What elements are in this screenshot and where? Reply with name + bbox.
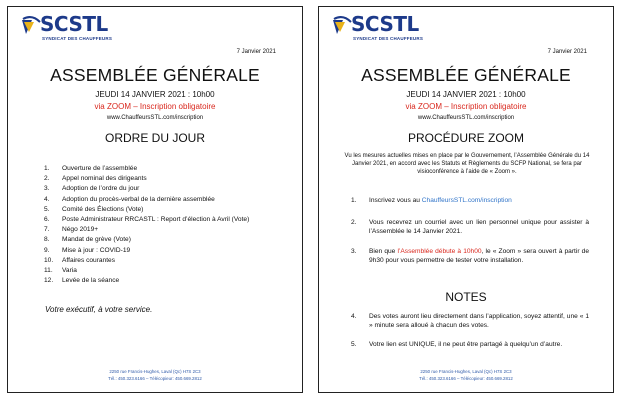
zoom-procedure-heading: PROCÉDURE ZOOM — [407, 131, 524, 145]
step-text — [369, 196, 589, 205]
agenda-item — [44, 266, 294, 276]
page-title: ASSEMBLÉE GÉNÉRALE — [50, 65, 260, 85]
footer-address: 2250 rue Francis-Hughes, Laval (Qc) H7S 2C3 — [420, 369, 512, 374]
agenda-item-number: 2. — [44, 175, 50, 183]
procedure-steps — [351, 218, 589, 236]
agenda-item-number: 12. — [44, 277, 54, 285]
agenda-item-number: 6. — [44, 216, 50, 224]
logo-swoosh-icon — [20, 16, 42, 38]
agenda-item — [44, 195, 294, 205]
notes-list — [351, 340, 589, 349]
intro-paragraph: Vu les mesures actuelles mises en place par le Gouvernement, l’Assemblée Générale du 14 Janvier 2021, en accord avec les Statuts et Règlements du SCFP National, se fera par visioconférence à l’aide de « Zoom ». — [344, 153, 590, 175]
agenda-item-number: 7. — [44, 226, 50, 234]
agenda-item-text: Appel nominal des dirigeants — [62, 175, 147, 183]
agenda-item-text: Varia — [62, 267, 77, 275]
agenda-item-text: Adoption du procès-verbal de la dernière assemblée — [62, 195, 215, 203]
step-number: 1. — [351, 197, 357, 204]
agenda-item-text: Poste Administrateur RRCASTL : Report d’élection à Avril (Vote) — [62, 216, 250, 224]
agenda-item-text: Affaires courantes — [62, 256, 116, 264]
footer-address: 2250 rue Francis-Hughes, Laval (Qc) H7S 2C3 — [109, 369, 201, 374]
agenda-item — [44, 184, 294, 194]
agenda-item-number: 10. — [44, 256, 54, 264]
agenda-item-number: 1. — [44, 165, 50, 172]
agenda-item-text: Comité des Élections (Vote) — [62, 205, 144, 213]
logo-swoosh-icon — [331, 16, 353, 38]
notes-heading: NOTES — [445, 290, 487, 304]
registration-link[interactable]: ChauffeursSTL.com/inscription — [421, 197, 512, 204]
note-text: Des votes auront lieu directement dans l’application, soyez attentif, une « 1 » minute sera alloué à chacun des votes. — [369, 313, 589, 330]
step-text: Vous recevrez un courriel avec un lien personnel unique pour assister à l’Assemblée le 14 Janvier 2021. — [369, 219, 589, 236]
agenda-item-number: 3. — [44, 185, 50, 193]
step-text-part: Inscrivez vous au — [369, 197, 422, 204]
agenda-item — [44, 225, 294, 235]
zoom-procedure-page — [318, 6, 614, 393]
agenda-item-number: 9. — [44, 246, 50, 254]
step-text-part: , le « Zoom » sera ouvert à partir de 9h30 pour vous permettre de tester votre installation. — [369, 248, 589, 265]
agenda-item-number: 8. — [44, 236, 50, 244]
procedure-steps — [351, 247, 589, 265]
meeting-datetime: JEUDI 14 JANVIER 2021 : 10h00 — [406, 90, 526, 99]
agenda-item-text: Mandat de grève (Vote) — [62, 236, 131, 244]
footer-phone: Tél.: 450.323.6166 – Télécopieur: 450.669.2812 — [108, 376, 202, 381]
note-item — [351, 312, 589, 330]
scstl-logo — [20, 12, 140, 44]
zoom-notice: via ZOOM – Inscription obligatoire — [94, 102, 216, 111]
footer-phone: Tél.: 450.323.6166 – Télécopieur: 450.669.2812 — [419, 376, 513, 381]
agenda-heading: ORDRE DU JOUR — [104, 131, 205, 145]
agenda-item — [44, 164, 294, 174]
logo-text: SCSTL — [40, 12, 108, 36]
note-number: 5. — [351, 341, 357, 348]
agenda-item-number: 11. — [44, 267, 53, 275]
document-date: 7 Janvier 2021 — [236, 49, 276, 55]
meeting-datetime: JEUDI 14 JANVIER 2021 : 10h00 — [95, 90, 215, 99]
closing-signature: Votre exécutif, à votre service. — [45, 305, 153, 314]
agenda-list — [44, 164, 294, 286]
agenda-item — [44, 246, 294, 256]
agenda-item — [44, 215, 294, 225]
step-item — [351, 247, 589, 265]
note-text: Votre lien est UNIQUE, il ne peut être partagé à quelqu’un d’autre. — [369, 341, 563, 348]
procedure-steps — [351, 196, 589, 205]
step-item — [351, 196, 589, 205]
agenda-item — [44, 235, 294, 245]
agenda-item-text: Mise à jour : COVID-19 — [62, 246, 131, 254]
agenda-item-number: 4. — [44, 195, 50, 203]
start-time-highlight: l’Assemblée débute à 10h00 — [397, 248, 482, 255]
page-title: ASSEMBLÉE GÉNÉRALE — [361, 65, 571, 85]
step-number: 3. — [351, 248, 357, 255]
registration-url: www.ChauffeursSTL.com/inscription — [106, 115, 204, 121]
note-number: 4. — [351, 313, 357, 320]
agenda-item — [44, 256, 294, 266]
agenda-item-text: Ouverture de l’assemblée — [62, 165, 138, 172]
agenda-item-text: Négo 2019+ — [62, 226, 99, 234]
agenda-item-text: Levée de la séance — [62, 277, 120, 285]
document-date: 7 Janvier 2021 — [547, 49, 587, 55]
note-item — [351, 340, 589, 349]
step-text — [369, 247, 589, 265]
agenda-item — [44, 276, 294, 286]
agenda-item-number: 5. — [44, 205, 50, 213]
agenda-item-text: Adoption de l’ordre du jour — [62, 185, 140, 193]
agenda-item — [44, 205, 294, 215]
logo-subtitle: SYNDICAT DES CHAUFFEURS — [42, 36, 113, 41]
step-text-part: Bien que — [369, 248, 398, 255]
zoom-notice: via ZOOM – Inscription obligatoire — [405, 102, 527, 111]
logo-text: SCSTL — [351, 12, 419, 36]
logo-subtitle: SYNDICAT DES CHAUFFEURS — [353, 36, 424, 41]
scstl-logo — [331, 12, 451, 44]
step-item — [351, 218, 589, 236]
registration-url: www.ChauffeursSTL.com/inscription — [417, 115, 515, 121]
step-number: 2. — [351, 219, 357, 226]
agenda-item — [44, 174, 294, 184]
notes-list — [351, 312, 589, 330]
agenda-page — [7, 6, 303, 393]
